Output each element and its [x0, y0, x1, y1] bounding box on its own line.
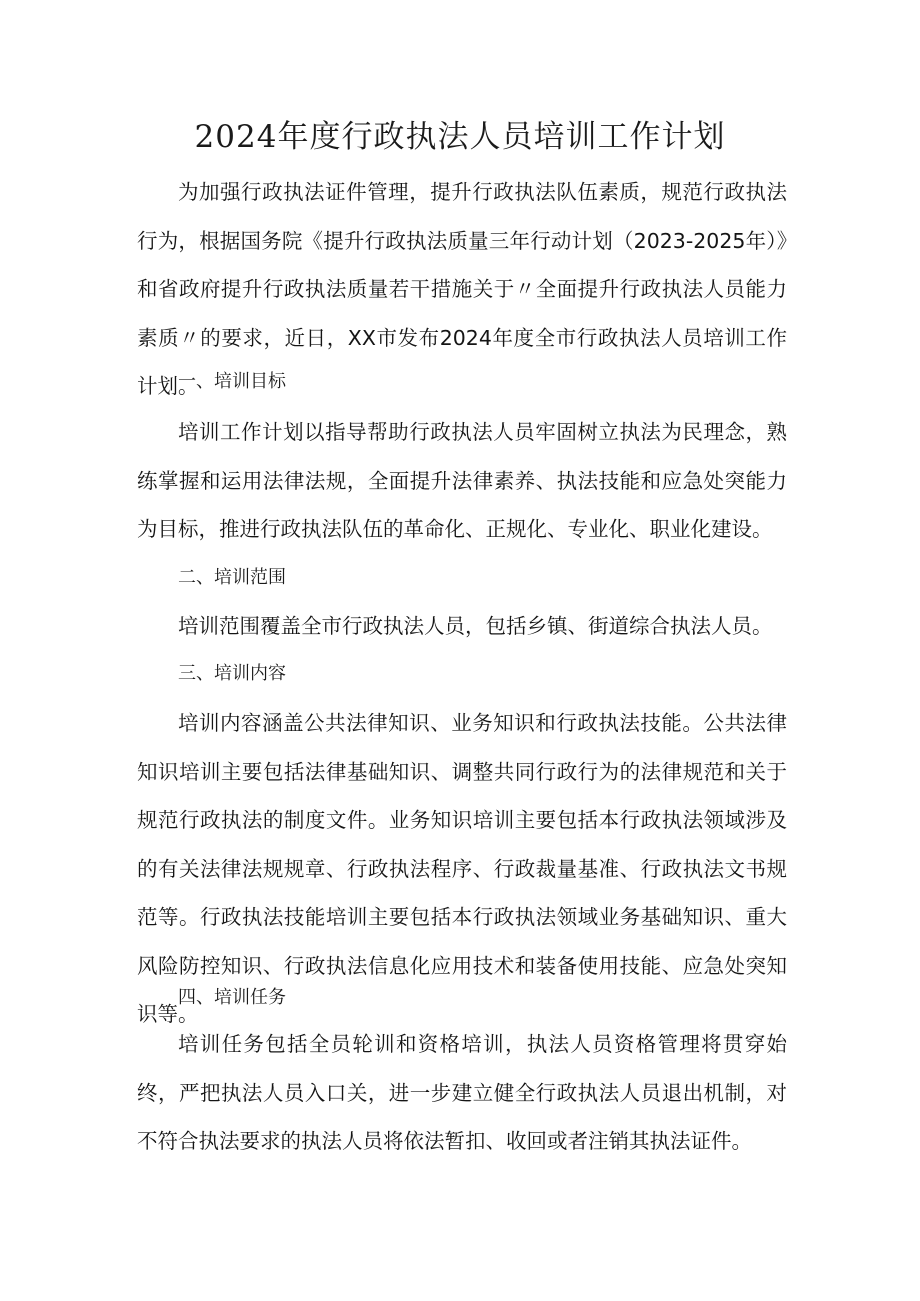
- section-heading-goal: 一、培训目标: [178, 371, 286, 392]
- intro-paragraph: 为加强行政执法证件管理，提升行政执法队伍素质，规范行政执法行为，根据国务院《提升行政执法质量三年行动计划（2023-2025年）》和省政府提升行政执法质量若干措施关于〃全面提升行政执法人员能力素质〃的要求，近日，XX市发布2024年度全市行政执法人员培训工作计划。: [137, 180, 787, 398]
- section-body-scope: 培训范围覆盖全市行政执法人员，包括乡镇、街道综合执法人员。: [178, 614, 773, 638]
- section-body-goal: 培训工作计划以指导帮助行政执法人员牢固树立执法为民理念，熟练掌握和运用法律法规，全面提升法律素养、执法技能和应急处突能力为目标，推进行政执法队伍的革命化、正规化、专业化、职业化建设。: [137, 420, 787, 541]
- section-heading-content: 三、培训内容: [178, 663, 286, 684]
- section-heading-task: 四、培训任务: [178, 987, 286, 1008]
- section-body-content: 培训内容涵盖公共法律知识、业务知识和行政执法技能。公共法律知识培训主要包括法律基础知识、调整共同行政行为的法律规范和关于规范行政执法的制度文件。业务知识培训主要包括本行政执法领域涉及的有关法律法规规章、行政执法程序、行政裁量基准、行政执法文书规范等。行政执法技能培训主要包括本行政执法领域业务基础知识、重大风险防控知识、行政执法信息化应用技术和装备使用技能、应急处突知识等。: [137, 711, 787, 1026]
- section-heading-scope: 二、培训范围: [178, 567, 286, 588]
- section-body-task: 培训任务包括全员轮训和资格培训，执法人员资格管理将贯穿始终，严把执法人员入口关，进一步建立健全行政执法人员退出机制，对不符合执法要求的执法人员将依法暂扣、收回或者注销其执法证件。: [137, 1032, 787, 1153]
- document-title: 2024年度行政执法人员培训工作计划: [194, 119, 726, 155]
